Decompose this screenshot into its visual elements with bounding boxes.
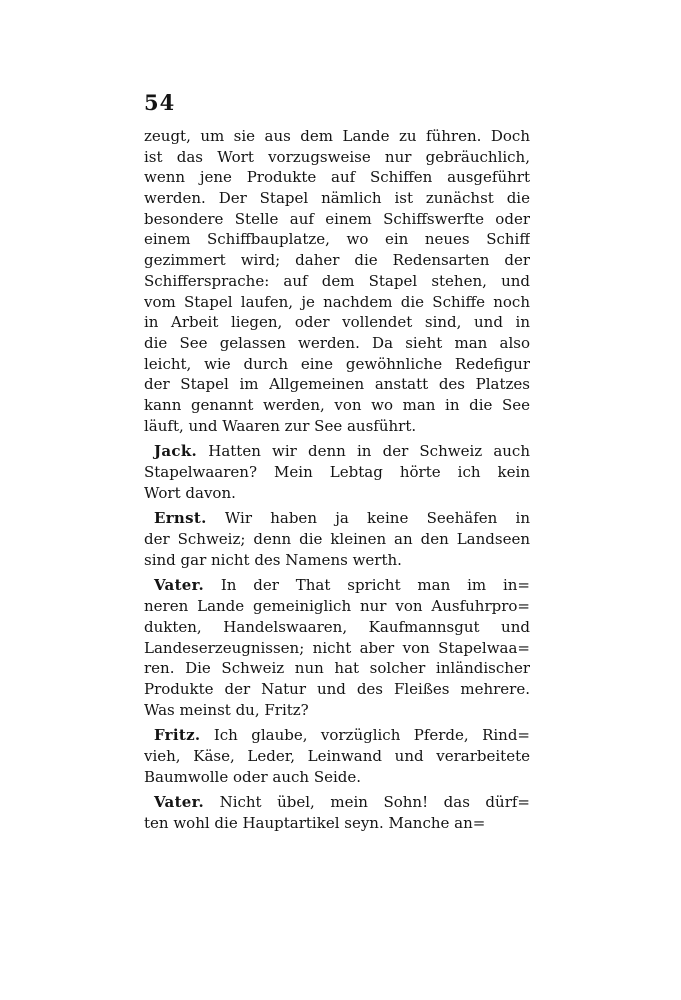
speaker-name: Fritz. bbox=[154, 726, 201, 745]
line-text: werden. Der Stapel nämlich ist zunächst die bbox=[144, 189, 530, 208]
line-text: Schiffersprache: auf dem Stapel stehen, und bbox=[144, 271, 530, 290]
line-text: Baumwolle oder auch Seide. bbox=[144, 767, 362, 786]
line-text: Produkte der Natur und des Fleißes mehrere. bbox=[144, 679, 530, 698]
text-line bbox=[144, 725, 530, 746]
text-line bbox=[144, 792, 530, 813]
text-line bbox=[144, 638, 530, 659]
text-line bbox=[144, 271, 530, 292]
line-text: besondere Stelle auf einem Schiffswerfte oder bbox=[144, 209, 530, 228]
line-text: leicht, wie durch eine gewöhnliche Redefigur bbox=[144, 354, 530, 373]
line-text: Hatten wir denn in der Schweiz auch bbox=[208, 442, 530, 461]
text-line bbox=[144, 767, 530, 788]
text-line bbox=[144, 679, 530, 700]
line-text: in Arbeit liegen, oder vollendet sind, und in bbox=[144, 313, 530, 332]
text-line bbox=[144, 813, 530, 834]
text-line bbox=[144, 550, 530, 571]
line-text: Wort davon. bbox=[144, 483, 236, 502]
speaker-name: Ernst. bbox=[154, 509, 207, 528]
line-text: Was meinst du, Fritz? bbox=[144, 700, 309, 719]
speaker-name: Jack. bbox=[154, 442, 198, 461]
text-line bbox=[144, 596, 530, 617]
text-line bbox=[144, 333, 530, 354]
text-line bbox=[144, 575, 530, 596]
speaker-name: Vater. bbox=[154, 576, 205, 595]
line-text: der Stapel im Allgemeinen anstatt des Platzes bbox=[144, 375, 530, 394]
text-paragraph bbox=[144, 126, 530, 436]
line-text: dukten, Handelswaaren, Kaufmannsgut und bbox=[144, 617, 530, 636]
line-text: Landeserzeugnissen; nicht aber von Stapelwaa= bbox=[144, 638, 530, 657]
text-line bbox=[144, 395, 530, 416]
line-text: wenn jene Produkte auf Schiffen ausgeführt bbox=[144, 168, 530, 187]
text-line bbox=[144, 441, 530, 462]
line-text: ten wohl die Hauptartikel seyn. Manche an= bbox=[144, 814, 486, 832]
dialogue-paragraph bbox=[144, 441, 530, 503]
text-line bbox=[144, 617, 530, 638]
line-text: ren. Die Schweiz nun hat solcher inländischer bbox=[144, 659, 530, 678]
text-line bbox=[144, 462, 530, 483]
text-line bbox=[144, 700, 530, 721]
text-line bbox=[144, 658, 530, 679]
line-text: läuft, und Waaren zur See ausführt. bbox=[144, 416, 417, 435]
text-line bbox=[144, 374, 530, 395]
line-text: Wir haben ja keine Seehäfen in bbox=[224, 509, 530, 528]
line-text: kann genannt werden, von wo man in die See bbox=[144, 395, 530, 414]
line-text: sind gar nicht des Namens werth. bbox=[144, 550, 402, 569]
line-text: In der That spricht man im in= bbox=[220, 576, 530, 595]
text-line bbox=[144, 354, 530, 375]
line-text: Ich glaube, vorzüglich Pferde, Rind= bbox=[213, 726, 530, 745]
text-line bbox=[144, 126, 530, 147]
line-text: Nicht übel, mein Sohn! das dürf= bbox=[219, 793, 530, 812]
dialogue-paragraph bbox=[144, 575, 530, 720]
line-text: ist das Wort vorzugsweise nur gebräuchlich, bbox=[144, 147, 530, 166]
line-text: zeugt, um sie aus dem Lande zu führen. Doch bbox=[144, 127, 530, 145]
line-text: gezimmert wird; daher die Redensarten der bbox=[144, 251, 530, 270]
text-line bbox=[144, 529, 530, 550]
text-line bbox=[144, 416, 530, 437]
text-line bbox=[144, 188, 530, 209]
line-text: vieh, Käse, Leder, Leinwand und verarbeitete bbox=[144, 746, 530, 765]
dialogue-paragraph bbox=[144, 508, 530, 570]
text-line bbox=[144, 147, 530, 168]
text-line bbox=[144, 483, 530, 504]
text-body bbox=[144, 126, 530, 834]
text-line bbox=[144, 746, 530, 767]
speaker-name: Vater. bbox=[154, 793, 205, 812]
line-text: Stapelwaaren? Mein Lebtag hörte ich kein bbox=[144, 463, 530, 481]
text-line bbox=[144, 167, 530, 188]
text-line bbox=[144, 292, 530, 313]
line-text: einem Schiffbauplatze, wo ein neues Schiff bbox=[144, 230, 530, 249]
text-line bbox=[144, 229, 530, 250]
line-text: der Schweiz; denn die kleinen an den Landseen bbox=[144, 530, 530, 549]
text-line bbox=[144, 508, 530, 529]
text-line bbox=[144, 312, 530, 333]
line-text: die See gelassen werden. Da sieht man also bbox=[144, 333, 530, 352]
line-text: neren Lande gemeiniglich nur von Ausfuhrpro= bbox=[144, 597, 530, 616]
text-line bbox=[144, 250, 530, 271]
dialogue-paragraph bbox=[144, 792, 530, 833]
line-text: vom Stapel laufen, je nachdem die Schiffe noch bbox=[144, 292, 530, 311]
text-line bbox=[144, 209, 530, 230]
dialogue-paragraph bbox=[144, 725, 530, 787]
page-number: 54 bbox=[144, 90, 176, 115]
